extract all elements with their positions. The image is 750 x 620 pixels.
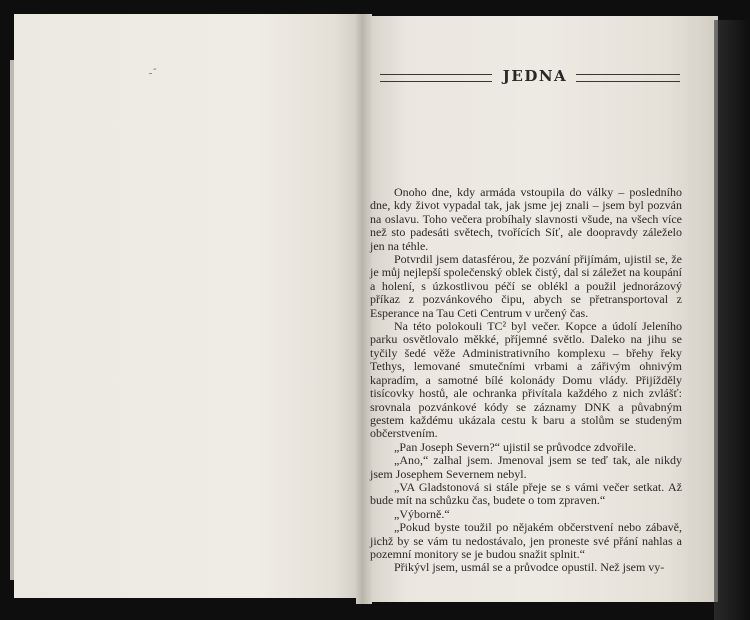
chapter-rule-left [380, 74, 492, 82]
chapter-rule-right [576, 74, 680, 82]
paragraph: Potvrdil jsem datasférou, že pozvání přijímám, ujistil se, že je můj nejlepší společenský oblek čistý, dal si záležet na koupání a holení, s úzkostlivou péčí se oblékl a použil jednorázový příkaz z pozvánkového čipu, abych se přetransportoval z Esperance na Tau Ceti Centrum v určený čas. [370, 252, 682, 320]
chapter-heading [380, 67, 680, 90]
paragraph: Přikývl jsem, usmál se a průvodce opustil. Než jsem vy- [394, 560, 665, 575]
page-edge-shadow [714, 20, 750, 620]
left-page [14, 14, 362, 598]
paragraph: „VA Gladstonová si stále přeje se s vámi večer setkat. Až bude mít na schůzku čas, budete o tom zpraven.“ [370, 479, 682, 508]
paragraph: „Pokud byste toužil po nějakém občerstvení nebo zábavě, jichž by se vám tu nedostávalo, jen proneste své přání nahlas a pozemní monitory se je budou snažit splnit.“ [370, 520, 682, 561]
chapter-title: JEDNA [502, 67, 568, 85]
paragraph: Onoho dne, kdy armáda vstoupila do války – posledního dne, kdy život vypadal tak, jak jsme jej znali – jsem byl pozván na oslavu. Toho večera probíhaly slavnosti všude, na všech více než sto padesáti světech, tvořících Síť, ale doopravdy záleželo jen na téhle. [370, 185, 682, 253]
paragraph: „Ano,“ zalhal jsem. Jmenoval jsem se teď tak, ale nikdy jsem Josephem Severnem nebyl. [370, 453, 682, 481]
paragraph: „Pan Joseph Severn?“ ujistil se průvodce zdvořile. [394, 439, 637, 454]
page-smudge: ˷- [148, 64, 157, 75]
body-text [370, 186, 682, 575]
paragraph: „Výborně.“ [394, 506, 450, 521]
paragraph: Na této polokouli TC² byl večer. Kopce a údolí Jeleního parku osvětlovalo měkké, příjemné světlo. Daleko na jihu se tyčily šedé věže Administrativního komplexu – břehy řeky Tethys, lemované smutečními vrbami a zářivým ohnivým kapradím, a samotné bílé kolonády Domu vlády. Přijížděly tisícovky hostů, ale ochranka přivítala každého z nich zvlášť: srovnala pozvánkové kódy se záznamy DNK a půvabným gestem každému ukázala cestu k baru a stolům se studeným občerstvením. [370, 319, 682, 441]
